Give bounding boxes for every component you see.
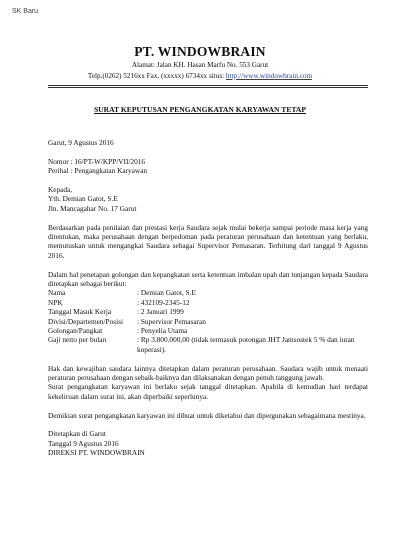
- paragraph-decision: Berdasarkan pada penilaian dan prestasi kerja Saudara sejak mulai bekerja sampai periode masa kerja yang ditentukan, maka perusahaan dengan berpedoman pada peraturan perusahaan dan ketentuan yang berlaku, memutuskan untuk mengangkat Saudara sebagai Supervisor Pemasaran. Terhitung dari tanggal 9 Agustus 2016.: [48, 222, 368, 260]
- company-name: PT. WINDOWBRAIN: [134, 44, 266, 59]
- detail-label: NPK: [48, 297, 63, 307]
- paragraph-validity: Surat pengangkatan karyawan ini berlaku sejak tanggal ditetapkan. Apabila di kemudian hari terdapat kekeliruan dalam surat ini, akan diperbaiki seperlunya.: [48, 382, 368, 401]
- detail-value: : Rp 3.800.000,00 (tidak termasuk potongan JHT Jamsostek 5 % dan iuran koperasi).: [137, 335, 355, 354]
- recipient-name: Yth. Demian Gatot, S.E: [48, 194, 118, 204]
- contact-text: Telp.(0262) 5216xx Fax. (xxxxx) 6734xx situs:: [87, 72, 226, 80]
- signature-place: Ditetapkan di Garut: [48, 429, 106, 439]
- letterhead-divider-top: [48, 85, 368, 86]
- letter-number: Nomor : 16/PT-W/KPP/VII/2016: [48, 156, 146, 166]
- detail-value: : Supervisor Pemasaran: [137, 316, 206, 326]
- letter-title: SURAT KEPUTUSAN PENGANGKATAN KARYAWAN TETAP: [93, 105, 307, 114]
- detail-row: [48, 288, 368, 297]
- detail-value: : 432109-2345-12: [137, 297, 190, 307]
- details-block: [48, 270, 368, 355]
- detail-row: [48, 335, 368, 354]
- detail-label: Nama: [48, 288, 66, 298]
- paragraph-details-intro: Dalam hal penetapan golongan dan kepangkatan serta ketentuan imbalan upah dan tunjangan kepada Saudara ditetapkan sebagai berikut:: [48, 269, 368, 289]
- detail-label: Divisi/Departemen/Posisi: [48, 316, 123, 326]
- company-address: Alamat: Jalan KH. Hasan Marfu No. 553 Garut: [131, 61, 269, 69]
- signature-date: Tanggal 9 Agustus 2016: [48, 438, 119, 448]
- detail-row: [48, 307, 368, 316]
- paragraph-closing: Demikian surat pengangkatan karyawan ini dibuat untuk diketahui dan dipergunakan sebagaimana mestinya.: [48, 410, 366, 420]
- signature-block: [48, 429, 368, 457]
- detail-label: Tanggal Masuk Kerja: [48, 307, 112, 317]
- paragraph-obligations: [48, 364, 368, 402]
- corner-label: SK Baru: [12, 8, 39, 15]
- letter-subject: Perihal : Pengangkatan Karyawan: [48, 166, 148, 176]
- recipient-salutation: Kepada,: [48, 185, 73, 194]
- place-date: Garut, 9 Agustus 2016: [48, 138, 114, 147]
- recipient-address: Jln. Mancagahar No. 17 Garut: [48, 203, 137, 213]
- detail-value: : Penyelia Utama: [137, 326, 188, 336]
- letter-reference: [48, 157, 368, 176]
- detail-label: Golongan/Pangkat: [48, 326, 103, 336]
- signature-signer: DIREKSI PT. WINDOWBRAIN: [48, 448, 145, 458]
- detail-row: [48, 298, 368, 307]
- detail-row: [48, 326, 368, 335]
- company-contact: [0, 72, 400, 80]
- recipient-block: [48, 185, 368, 213]
- detail-value: : 2 Januari 1999: [137, 307, 184, 317]
- paragraph-rights: Hak dan kewajiban saudara lainnya ditetapkan dalam peraturan perusahaan. Saudara wajib untuk menaati peraturan perusahaan dengan sebaik-baiknya dan dilaksanakan dengan penuh tanggung jawab.: [48, 363, 368, 383]
- detail-value: : Demian Gatot, S.E: [137, 288, 196, 298]
- letterhead-divider-bottom: [48, 87, 368, 88]
- detail-label: Gaji netto per bulan: [48, 335, 107, 345]
- letter-body: [48, 138, 368, 467]
- website-link[interactable]: http://www.windowbrain.com: [225, 72, 313, 80]
- detail-row: [48, 317, 368, 326]
